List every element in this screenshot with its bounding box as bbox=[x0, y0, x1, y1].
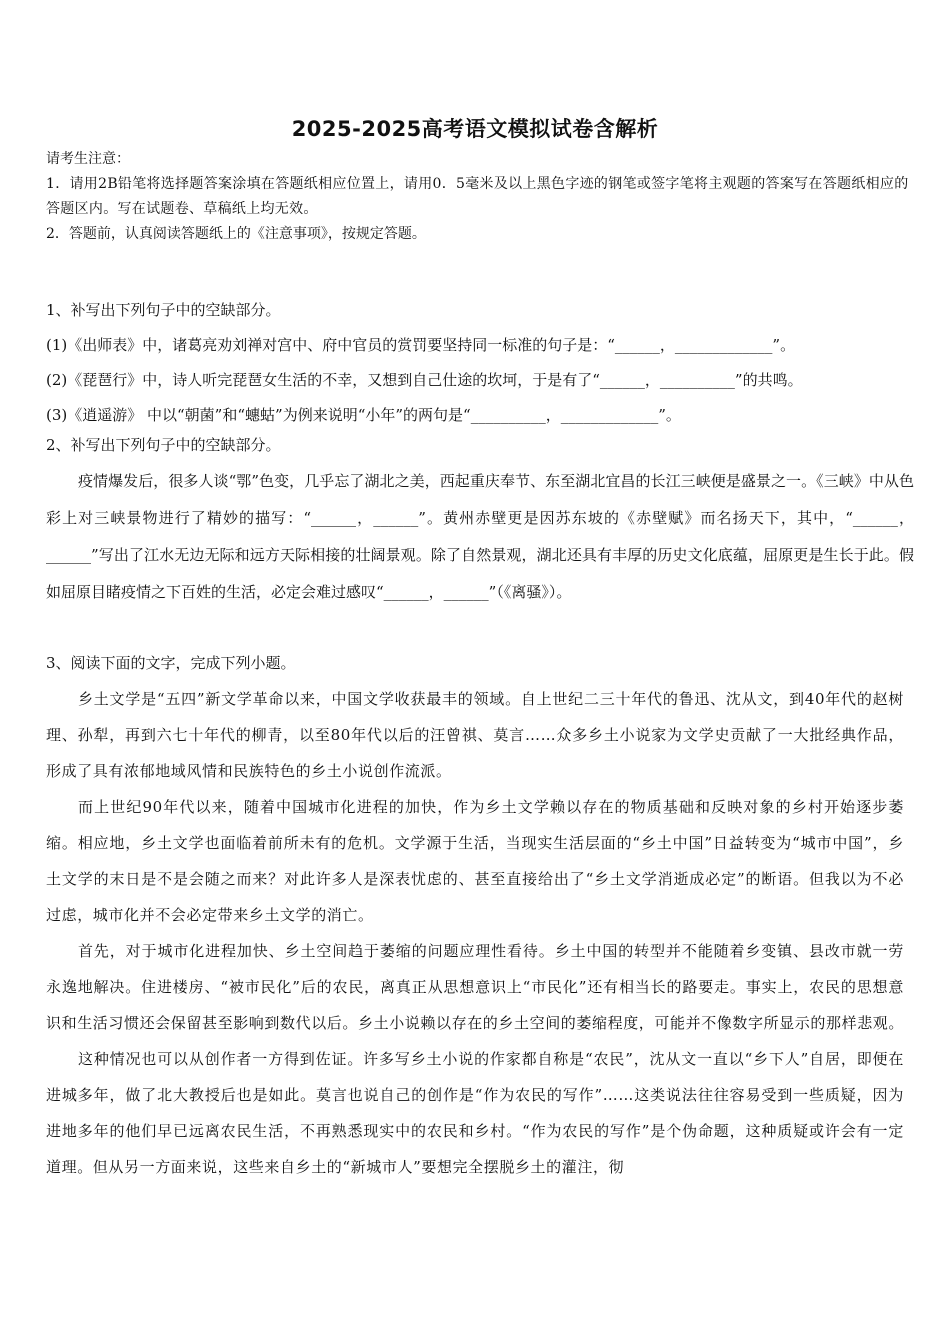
question-1-item-2: (2)《琵琶行》中，诗人听完琵琶女生活的不幸，又想到自己仕途的坎坷，于是有了“______，__________”的共鸣。 bbox=[46, 371, 803, 389]
page-title: 2025-2025高考语文模拟试卷含解析 bbox=[291, 117, 659, 141]
notice-item-2: 2．答题前，认真阅读答题纸上的《注意事项》，按规定答题。 bbox=[46, 226, 426, 242]
question-1 bbox=[46, 293, 914, 433]
essay-paragraph-2: 而上世纪90年代以来，随着中国城市化进程的加快，作为乡土文学赖以存在的物质基础和反映对象的乡村开始逐步萎缩。相应地，乡土文学也面临着前所未有的危机。文学源于生活，当现实生活层面的“乡土中国”日益转变为“城市中国”，乡土文学的末日是不是会随之而来？对此许多人是深表忧虑的、甚至直接给出了“乡土文学消逝成必定”的断语。但我以为不必过虑，城市化并不会必定带来乡土文学的消亡。 bbox=[46, 798, 904, 924]
question-1-item-3: (3)《逍遥游》 中以“朝菌”和“蟪蛄”为例来说明“小年”的两句是“__________，_____________”。 bbox=[46, 406, 681, 424]
question-1-heading: 1、补写出下列句子中的空缺部分。 bbox=[46, 301, 281, 319]
essay-paragraph-1: 乡土文学是“五四”新文学革命以来，中国文学收获最丰的领域。自上世纪二三十年代的鲁迅、沈从文，到40年代的赵树理、孙犁，再到六七十年代的柳青，以至80年代以后的汪曾祺、莫言……众多乡土小说家为文学史贡献了一大批经典作品，形成了具有浓郁地域风情和民族特色的乡土小说创作流派。 bbox=[46, 690, 904, 780]
notice-header: 请考生注意： bbox=[46, 151, 130, 167]
question-2 bbox=[46, 428, 914, 611]
question-1-item-1: (1)《出师表》中，诸葛亮劝刘禅对宫中、府中官员的赏罚要坚持同一标准的句子是：“______，_____________”。 bbox=[46, 336, 796, 354]
notice-block bbox=[46, 147, 916, 247]
question-3-heading: 3、阅读下面的文字，完成下列小题。 bbox=[46, 654, 296, 672]
notice-item-1: 1．请用2B铅笔将选择题答案涂填在答题纸相应位置上，请用0．5毫米及以上黑色字迹的钢笔或签字笔将主观题的答案写在答题纸相应的答题区内。写在试题卷、草稿纸上均无效。 bbox=[46, 176, 909, 217]
question-2-passage: 疫情爆发后，很多人谈“鄂”色变，几乎忘了湖北之美，西起重庆奉节、东至湖北宜昌的长江三峡便是盛景之一。《三峡》中从色彩上对三峡景物进行了精妙的描写：“______，______”。黄州赤壁更是因苏东坡的《赤壁赋》而名扬天下，其中，“______，______”写出了江水无边无际和远方天际相接的壮阔景观。除了自然景观，湖北还具有丰厚的历史文化底蕴，屈原更是生长于此。假如屈原目睹疫情之下百姓的生活，必定会难过感叹“______，______”（《离骚》）。 bbox=[46, 472, 914, 601]
question-2-heading: 2、补写出下列句子中的空缺部分。 bbox=[46, 436, 281, 454]
question-3 bbox=[46, 646, 904, 1185]
essay-paragraph-4: 这种情况也可以从创作者一方得到佐证。许多写乡土小说的作家都自称是“农民”，沈从文一直以“乡下人”自居，即便在进城多年，做了北大教授后也是如此。莫言也说自己的创作是“作为农民的写作”……这类说法往往容易受到一些质疑，因为进地多年的他们早已远离农民生活，不再熟悉现实中的农民和乡村。“作为农民的写作”是个伪命题，这种质疑或许会有一定道理。但从另一方面来说，这些来自乡土的“新城市人”要想完全摆脱乡土的灌注，彻 bbox=[46, 1050, 904, 1176]
essay-paragraph-3: 首先，对于城市化进程加快、乡土空间趋于萎缩的问题应理性看待。乡土中国的转型并不能随着乡变镇、县改市就一劳永逸地解决。住进楼房、“被市民化”后的农民，离真正从思想意识上“市民化”还有相当长的路要走。事实上，农民的思想意识和生活习惯还会保留甚至影响到数代以后。乡土小说赖以存在的乡土空间的萎缩程度，可能并不像数字所显示的那样悲观。 bbox=[46, 942, 905, 1032]
